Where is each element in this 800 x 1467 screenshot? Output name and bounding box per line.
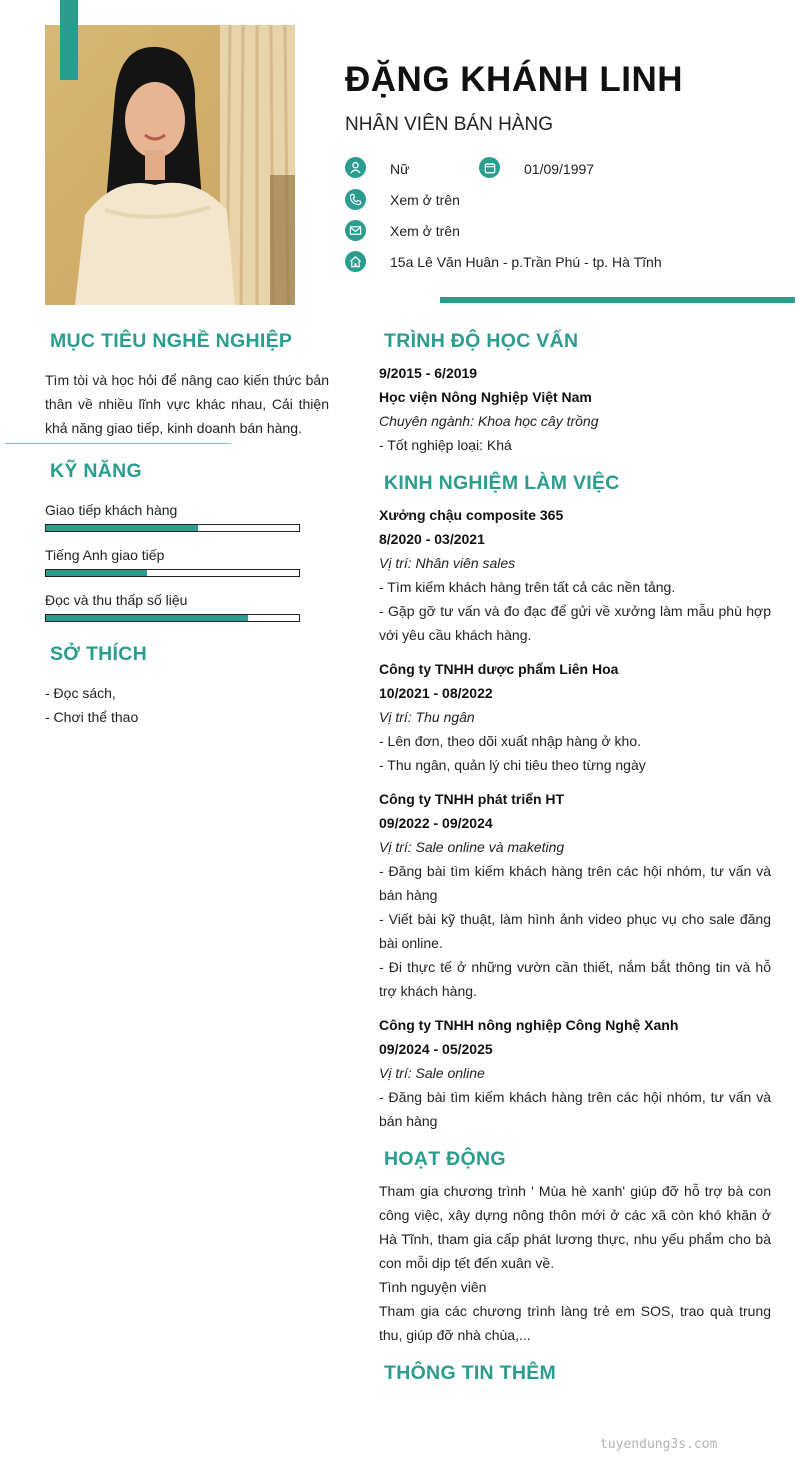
- email-icon: [345, 220, 366, 241]
- job-company: Công ty TNHH phát triển HT: [379, 791, 565, 807]
- hobby-item: - Đọc sách,: [45, 685, 116, 701]
- profile-photo: [45, 25, 295, 305]
- phone-icon: [345, 189, 366, 210]
- skill-bar: [45, 569, 300, 577]
- education-grade: - Tốt nghiệp loại: Khá: [379, 437, 512, 453]
- skill-bar: [45, 614, 300, 622]
- phone-value: Xem ở trên: [390, 192, 460, 208]
- education-school: Học viện Nông Nghiệp Việt Nam: [379, 389, 592, 405]
- gender-value: Nữ: [390, 161, 410, 177]
- calendar-icon: [479, 157, 500, 178]
- job-duty: - Viết bài kỹ thuật, làm hình ảnh video phục vụ cho sale đăng bài online.: [379, 911, 771, 951]
- education-major: Chuyên ngành: Khoa học cây trồng: [379, 413, 599, 429]
- accent-bar: [60, 0, 78, 80]
- job-duty: - Đi thực tế ở những vườn cần thiết, nắm bắt thông tin và hỗ trợ khách hàng.: [379, 959, 771, 999]
- hobby-item: - Chơi thể thao: [45, 709, 139, 725]
- job-company: Xưởng chậu composite 365: [379, 507, 564, 523]
- job-role: Vị trí: Sale online: [379, 1065, 485, 1081]
- left-divider: [5, 443, 231, 444]
- dob-value: 01/09/1997: [524, 161, 595, 177]
- job-company: Công ty TNHH dược phẩm Liên Hoa: [379, 661, 619, 677]
- skill-label: Giao tiếp khách hàng: [45, 502, 178, 518]
- hobbies-heading: SỞ THÍCH: [50, 643, 148, 665]
- job-role: Vị trí: Thu ngân: [379, 709, 475, 725]
- header-divider: [440, 297, 795, 303]
- home-icon: [345, 251, 366, 272]
- education-period: 9/2015 - 6/2019: [379, 365, 478, 381]
- extra-info-heading: THÔNG TIN THÊM: [384, 1362, 557, 1384]
- skill-label: Tiếng Anh giao tiếp: [45, 547, 165, 563]
- activities-volunteer: Tình nguyện viên: [379, 1279, 487, 1295]
- job-period: 8/2020 - 03/2021: [379, 531, 485, 547]
- candidate-name: ĐẶNG KHÁNH LINH: [345, 60, 684, 99]
- skill-bar-fill: [46, 615, 248, 621]
- job-duty: - Đăng bài tìm kiếm khách hàng trên các hội nhóm, tư vấn và bán hàng: [379, 863, 771, 903]
- watermark: tuyendung3s.com: [600, 1437, 718, 1452]
- objective-heading: MỤC TIÊU NGHỀ NGHIỆP: [50, 330, 293, 352]
- job-duty: - Tìm kiếm khách hàng trên tất cả các nền tảng.: [379, 579, 676, 595]
- education-heading: TRÌNH ĐỘ HỌC VẤN: [384, 330, 579, 352]
- activities-text: Tham gia các chương trình làng trẻ em SOS, trao quà trung thu, giúp đỡ nhà chùa,...: [379, 1303, 771, 1343]
- job-role: Vị trí: Nhân viên sales: [379, 555, 516, 571]
- skills-heading: KỸ NĂNG: [50, 460, 143, 482]
- job-duty: - Thu ngân, quản lý chi tiêu theo từng ngày: [379, 757, 646, 773]
- job-period: 10/2021 - 08/2022: [379, 685, 493, 701]
- skill-bar: [45, 524, 300, 532]
- job-title: NHÂN VIÊN BÁN HÀNG: [345, 114, 553, 135]
- address-value: 15a Lê Văn Huân - p.Trần Phú - tp. Hà Tĩnh: [390, 254, 662, 270]
- job-company: Công ty TNHH nông nghiệp Công Nghệ Xanh: [379, 1017, 679, 1033]
- job-duty: - Đăng bài tìm kiếm khách hàng trên các hội nhóm, tư vấn và bán hàng: [379, 1089, 771, 1129]
- job-period: 09/2022 - 09/2024: [379, 815, 493, 831]
- skill-bar-fill: [46, 525, 198, 531]
- job-duty: - Lên đơn, theo dõi xuất nhập hàng ở kho.: [379, 733, 641, 749]
- email-value: Xem ở trên: [390, 223, 460, 239]
- job-duty: - Gặp gỡ tư vấn và đo đạc để gửi về xưởng làm mẫu phù hợp với yêu cầu khách hàng.: [379, 603, 771, 643]
- skill-label: Đọc và thu thấp số liệu: [45, 592, 188, 608]
- user-icon: [345, 157, 366, 178]
- activities-heading: HOẠT ĐỘNG: [384, 1148, 506, 1170]
- skill-bar-fill: [46, 570, 147, 576]
- objective-text: Tìm tòi và học hỏi để nâng cao kiến thức bản thân về nhiều lĩnh vực khác nhau, Cải thiện khả năng giao tiếp, kinh doanh bán hàng.: [45, 372, 329, 436]
- job-role: Vị trí: Sale online và maketing: [379, 839, 565, 855]
- activities-text: Tham gia chương trình ' Mùa hè xanh' giúp đỡ hỗ trợ bà con công việc, xây dựng nông thôn mới ở các xã còn khó khăn ở Hà Tĩnh, tham gia cấp phát lương thực, nhu yếu phẩm cho bà con mỗi dịp tết đến xuân về.: [379, 1183, 771, 1271]
- experience-heading: KINH NGHIỆM LÀM VIỆC: [384, 472, 620, 494]
- job-period: 09/2024 - 05/2025: [379, 1041, 493, 1057]
